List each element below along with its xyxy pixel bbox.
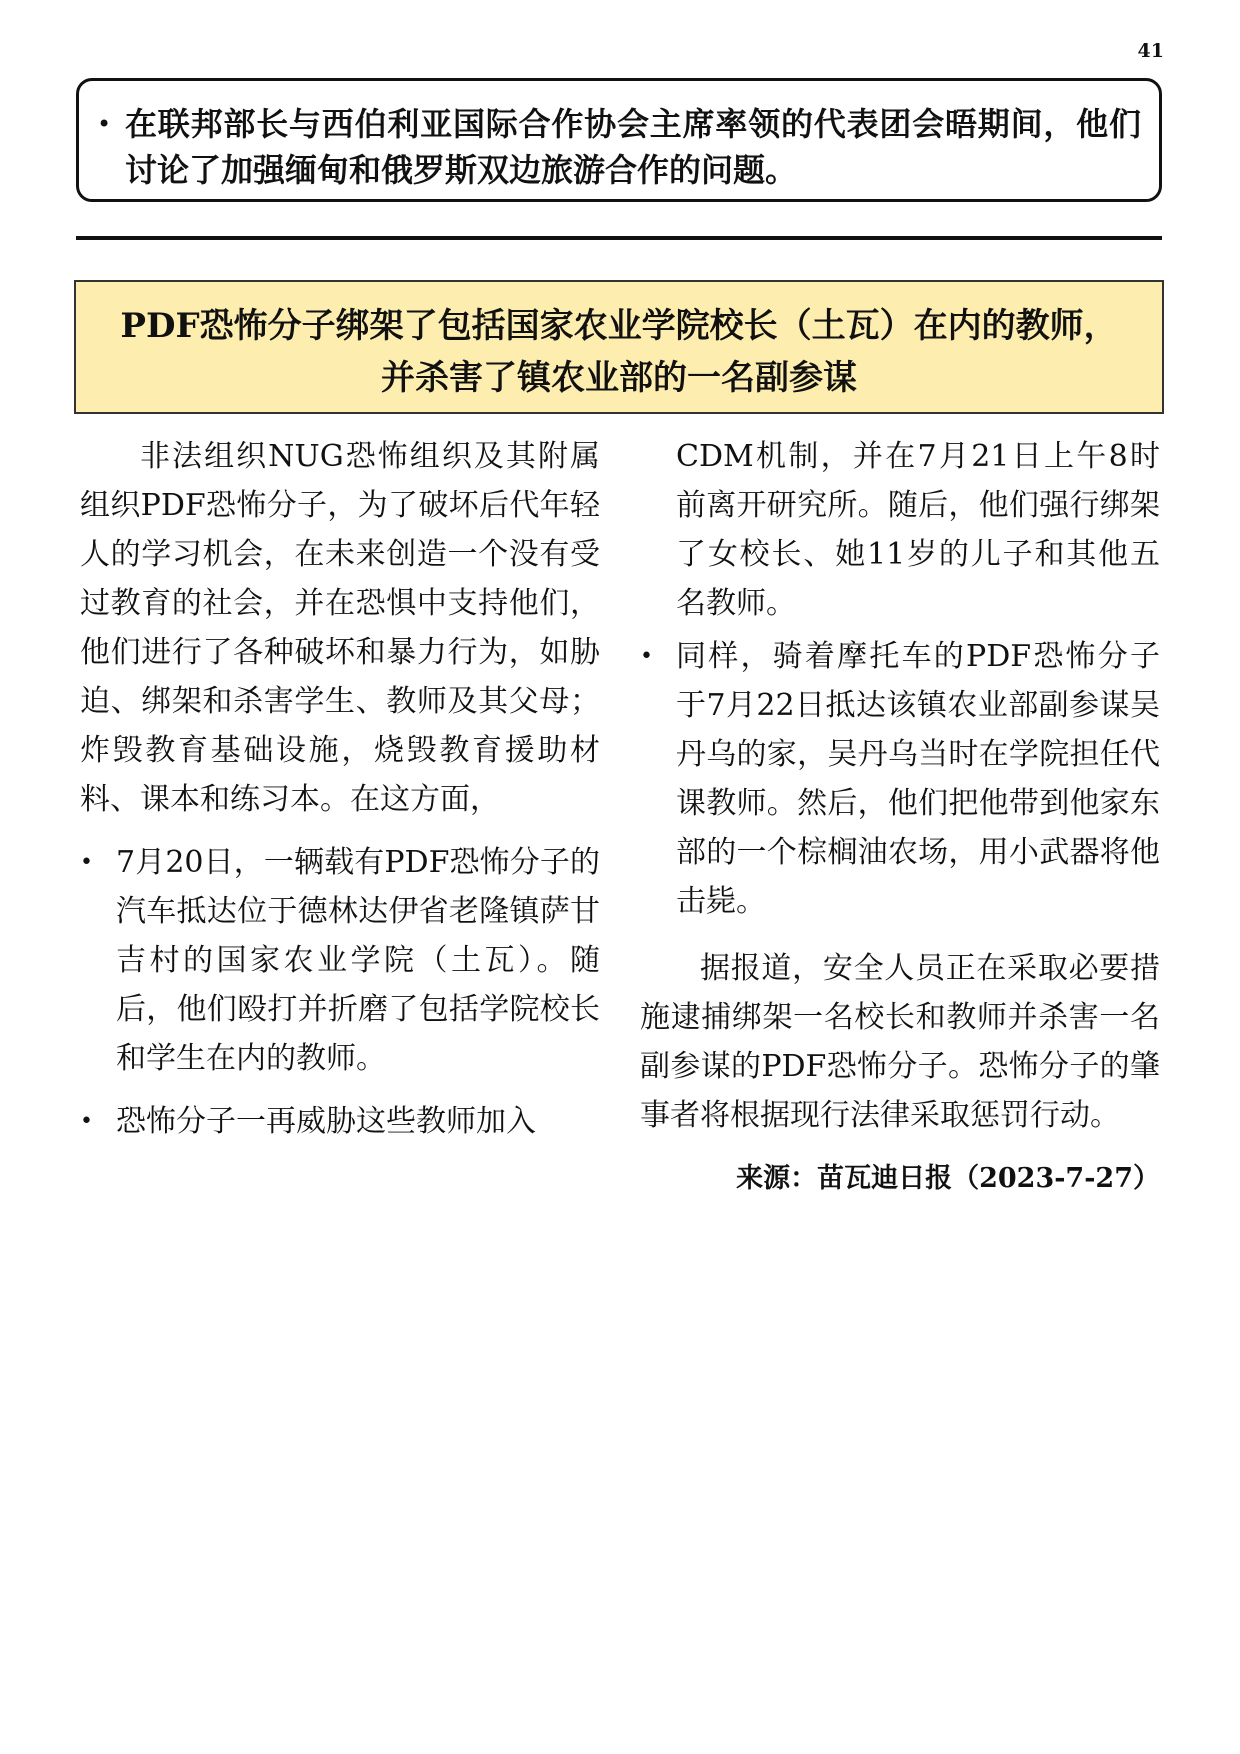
page-number: 41 <box>1137 40 1164 62</box>
article-headline <box>74 280 1164 414</box>
list-item <box>640 632 1160 926</box>
list-item-text: 恐怖分子一再威胁这些教师加入 <box>116 1104 536 1139</box>
bullet-icon: • <box>80 1109 93 1134</box>
bullet-icon: • <box>640 644 653 669</box>
headline-line-2: 并杀害了镇农业部的一名副参谋 <box>381 358 857 398</box>
article-source: 来源：苗瓦迪日报（2023-7-27） <box>736 1163 1160 1194</box>
list-item <box>80 838 600 1083</box>
list-item-text: 7月20日，一辆载有PDF恐怖分子的汽车抵达位于德林达伊省老隆镇萨甘吉村的国家农业学院（土瓦）。随后，他们殴打并折磨了包括学院校长和学生在内的教师。 <box>116 845 600 1076</box>
article-intro: 非法组织NUG恐怖组织及其附属组织PDF恐怖分子，为了破坏后代年轻人的学习机会，在未来创造一个没有受过教育的社会，并在恐惧中支持他们，他们进行了各种破坏和暴力行为，如胁迫、绑架和杀害学生、教师及其父母；炸毁教育基础设施，烧毁教育援助材料、课本和练习本。在这方面， <box>80 439 600 817</box>
summary-box <box>76 78 1162 202</box>
bullet-icon: • <box>97 110 112 138</box>
list-item-continuation: CDM机制，并在7月21日上午8时前离开研究所。随后，他们强行绑架了女校长、她11岁的儿子和其他五名教师。 <box>676 439 1160 621</box>
article-closing: 据报道，安全人员正在采取必要措施逮捕绑架一名校长和教师并杀害一名副参谋的PDF恐怖分子。恐怖分子的肇事者将根据现行法律采取惩罚行动。 <box>640 951 1160 1133</box>
list-item-text: 同样，骑着摩托车的PDF恐怖分子于7月22日抵达该镇农业部副参谋吴丹乌的家，吴丹乌当时在学院担任代课教师。然后，他们把他带到他家东部的一个棕榈油农场，用小武器将他击毙。 <box>676 639 1160 919</box>
summary-list-item <box>97 101 1141 193</box>
summary-text: 在联邦部长与西伯利亚国际合作协会主席率领的代表团会晤期间，他们讨论了加强缅甸和俄罗斯双边旅游合作的问题。 <box>125 105 1141 189</box>
section-divider <box>76 236 1162 240</box>
headline-line-1: PDF恐怖分子绑架了包括国家农业学院校长（土瓦）在内的教师， <box>120 306 1118 346</box>
bullet-icon: • <box>80 850 93 875</box>
article-column-left <box>80 432 600 1146</box>
article-column-right <box>640 432 1160 1203</box>
list-item <box>80 1097 600 1146</box>
